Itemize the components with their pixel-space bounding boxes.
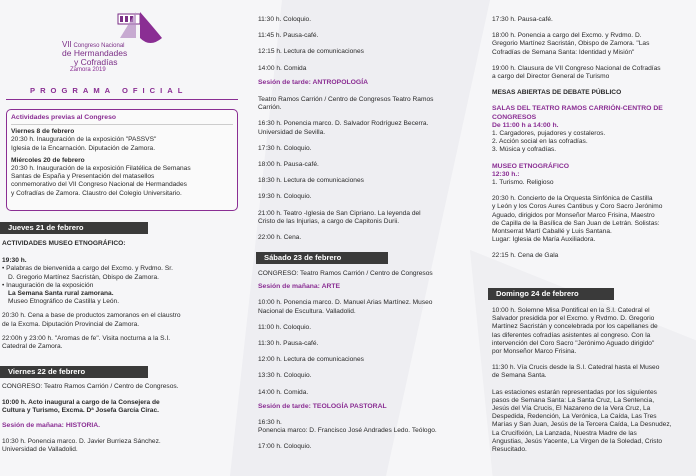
museo-title: MUSEO ETNOGRÁFICO bbox=[492, 162, 570, 170]
previas-text: y Cofradías de Zamora. Claustro del Colegio Universitario. bbox=[11, 189, 182, 197]
viernes-session: Sesión de mañana: HISTORIA. bbox=[2, 421, 101, 429]
schedule-row: 13:30 h. Coloquio. bbox=[258, 372, 312, 380]
schedule-row: 14:00 h. Comida. bbox=[258, 388, 309, 396]
previas-title: Actividades previas al Congreso bbox=[11, 114, 117, 121]
schedule-row: 11:00 h. Coloquio. bbox=[258, 323, 312, 331]
schedule-row: 16:30 h. Ponencia marco. D. Salvador Rodríguez Becerra. bbox=[258, 120, 429, 128]
viernes-text: Cultura y Turismo, Excma. Dª Josefa García Cirac. bbox=[2, 407, 159, 415]
schedule-row: 12:15 h. Lectura de comunicaciones bbox=[258, 48, 364, 56]
schedule-row: Teatro Ramos Carrión / Centro de Congresos Teatro Ramos bbox=[258, 96, 434, 104]
schedule-row: 11:30 h. Vía Crucis desde la S.I. Catedral hasta el Museo bbox=[492, 364, 660, 372]
viernes-text: Universidad de Valladolid. bbox=[2, 446, 78, 454]
schedule-row: 2. Acción social en las cofradías. bbox=[492, 138, 588, 146]
schedule-row: 22:15 h. Cena de Gala bbox=[492, 252, 559, 260]
schedule-row: 11:30 h. Coloquio. bbox=[258, 16, 312, 23]
schedule-row: 16:30 h. bbox=[258, 419, 282, 427]
salas-time: De 11:00 h a 14:00 h. bbox=[492, 121, 559, 129]
schedule-row: y León y los Coros Aures Cantibus y Coro Sacro Jerónimo bbox=[492, 203, 663, 211]
jueves-content bbox=[2, 240, 246, 351]
session-manana: Sesión de mañana: ARTE bbox=[258, 283, 341, 291]
session-tarde: Sesión de tarde: ANTROPOLOGÍA bbox=[258, 78, 369, 86]
previas-text: Santas de España y Presentación del matasellos bbox=[11, 173, 155, 181]
schedule-row: de Capilla de la Basílica de San Juan de Letrán. Solistas: bbox=[492, 219, 660, 227]
congress-logo bbox=[62, 8, 172, 80]
schedule-row: 1. Turismo. Religioso bbox=[492, 179, 554, 187]
viernes-content bbox=[2, 383, 246, 454]
schedule-row: 10:00 h. Solemne Misa Pontifical en la S.I. Catedral el bbox=[492, 307, 650, 314]
schedule-row: 10:00 h. Ponencia marco. D. Manuel Arias Martínez. Museo bbox=[258, 299, 433, 307]
schedule-row: La Crucifixión, La Lanzada, Nuestra Madre de las bbox=[492, 429, 637, 437]
schedule-row: 3. Música y cofradías. bbox=[492, 146, 557, 154]
schedule-row: Jesús del Vía Crucis, El Nazareno de la Vera Cruz, La bbox=[492, 405, 651, 413]
sabado-continued bbox=[492, 16, 692, 261]
jueves-text: 20:30 h. Cena a base de productos zamoranos en el claustro bbox=[2, 312, 181, 320]
jueves-text: Catedral de Zamora. bbox=[2, 343, 63, 351]
schedule-row: de Semana Santa. bbox=[492, 372, 547, 380]
salas-title: CONGRESOS bbox=[492, 113, 537, 121]
jueves-text: • Inauguración de la exposición bbox=[2, 281, 94, 289]
jueves-text: • Palabras de bienvenida a cargo del Excmo. y Rvdmo. Sr. bbox=[2, 265, 173, 273]
jueves-text: D. Gregorio Martínez Sacristán, Obispo de Zamora. bbox=[8, 273, 159, 281]
schedule-row: 19:00 h. Clausura de VII Congreso Nacional de Cofradías bbox=[492, 64, 661, 72]
schedule-row: 17:30 h. Pausa-café. bbox=[492, 16, 553, 23]
viernes-text: 10:00 h. Acto inaugural a cargo de la Consejera de bbox=[2, 399, 160, 407]
schedule-row: 18:00 h. Ponencia a cargo del Excmo. y Rvdmo. D. bbox=[492, 32, 642, 40]
schedule-row: Aguado, dirigidos por Monseñor Marco Frisina, Maestro bbox=[492, 211, 655, 219]
schedule-row: 17:30 h. Coloquio. bbox=[258, 144, 312, 152]
salas-title: SALAS DEL TEATRO RAMOS CARRIÓN-CENTRO DE bbox=[492, 105, 663, 113]
schedule-row: Despedida, Redención, La Verónica, La Caída, Las Tres bbox=[492, 413, 657, 421]
schedule-row: Martínez Sacristán y concelebrada por los capellanes de bbox=[492, 323, 658, 331]
schedule-row: intervención del Coro Sacro "Jerónimo Aguado dirigido" bbox=[492, 339, 655, 347]
museo-time: 12:30 h.: bbox=[492, 170, 520, 178]
session-tarde: Sesión de tarde: TEOLOGÍA PASTORAL bbox=[258, 402, 387, 410]
day-header-jueves: Jueves 21 de febrero bbox=[0, 222, 148, 234]
schedule-row: 12:00 h. Lectura de comunicaciones bbox=[258, 356, 364, 364]
schedule-row: pasos de Semana Santa: La Santa Cruz, La Sentencia, bbox=[492, 396, 655, 404]
schedule-row: 11:30 h. Pausa-café. bbox=[258, 340, 319, 348]
schedule-row: Nacional de Escultura. Valladolid. bbox=[258, 307, 356, 315]
schedule-row: por Monseñor Marco Frisina. bbox=[492, 348, 577, 356]
jueves-section: ACTIVIDADES MUSEO ETNOGRÁFICO: bbox=[2, 240, 126, 247]
viernes-continued bbox=[258, 16, 482, 242]
schedule-row: 1. Cargadores, pujadores y costaleros. bbox=[492, 130, 606, 138]
previas-day1: Viernes 8 de febrero bbox=[11, 128, 75, 136]
jueves-text: Museo Etnográfico de Castilla y León. bbox=[8, 298, 120, 306]
schedule-row: Resucitado. bbox=[492, 446, 527, 454]
sabado-content bbox=[258, 270, 482, 452]
schedule-row: 20:30 h. Concierto de la Orquesta Sinfónica de Castilla bbox=[492, 195, 653, 203]
schedule-row: Universidad de Sevilla. bbox=[258, 128, 326, 136]
jueves-time: 19:30 h. bbox=[2, 257, 27, 265]
schedule-row: Cristo de las Injurias, a cargo de Capitonis Durii. bbox=[258, 217, 400, 225]
jueves-text: de la Excma. Diputación Provincial de Zamora. bbox=[2, 320, 140, 328]
schedule-row: Gregorio Martínez Sacristán, Obispo de Zamora. "Las bbox=[492, 40, 650, 48]
domingo-content bbox=[492, 307, 694, 454]
day-header-domingo: Domingo 24 de febrero bbox=[488, 288, 614, 300]
schedule-row: Cofradías de Semana Santa: Identidad y Misión" bbox=[492, 48, 635, 56]
schedule-row: Las estaciones estarán representadas por los siguientes bbox=[492, 388, 657, 396]
schedule-row: Carrión. bbox=[258, 104, 282, 112]
mesas-title: MESAS ABIERTAS DE DEBATE PÚBLICO bbox=[492, 89, 622, 97]
schedule-row: Marías y San Juan, Jesús de la Tercera Caída, La Desnudez, bbox=[492, 421, 672, 429]
programa-title: PROGRAMA OFICIAL bbox=[30, 86, 188, 95]
jueves-text: 22:00h y 23:00 h. "Aromas de fe". Visita nocturna a la S.I. bbox=[2, 334, 171, 342]
jueves-text: La Semana Santa rural zamorana. bbox=[8, 290, 114, 298]
day-header-viernes: Viernes 22 de febrero bbox=[0, 366, 148, 378]
schedule-row: CONGRESO: Teatro Ramos Carrión / Centro de Congresos bbox=[258, 270, 433, 277]
schedule-row: 19:30 h. Coloquio. bbox=[258, 193, 312, 201]
schedule-row: Ponencia marco: D. Francisco José Andrades Ledo. Teólogo. bbox=[258, 427, 437, 435]
previas-box bbox=[6, 109, 238, 211]
previas-text: conmemorativo del VII Congreso Nacional de Hermandades bbox=[11, 181, 187, 189]
schedule-row: Montserrat Martí Caballé y Luis Santana. bbox=[492, 228, 612, 236]
schedule-row: Lugar: Iglesia de María Auxiliadora. bbox=[492, 236, 596, 244]
previas-text: 20:30 h. Inauguración de la exposición "PASSVS" bbox=[11, 136, 157, 144]
schedule-row: Salvador presidida por el Excmo. y Rvdmo. D. Gregorio bbox=[492, 315, 655, 323]
logo-text: VII Congreso Nacional de Hermandades y Cofradías Zamora 2019 bbox=[62, 40, 128, 74]
schedule-row: 18:00 h. Pausa-café. bbox=[258, 161, 319, 169]
viernes-text: 10:30 h. Ponencia marco. D. Javier Burrieza Sánchez. bbox=[2, 437, 161, 445]
title-divider bbox=[6, 99, 238, 100]
schedule-row: las diferentes cofradías asistentes al congreso. Con la bbox=[492, 331, 651, 339]
previas-day2: Miércoles 20 de febrero bbox=[11, 156, 85, 164]
schedule-row: 11:45 h. Pausa-café. bbox=[258, 32, 319, 40]
schedule-row: 22:00 h. Cena. bbox=[258, 234, 302, 242]
viernes-text: CONGRESO: Teatro Ramos Carrión / Centro de Congresos. bbox=[2, 383, 179, 390]
schedule-row: 17:00 h. Coloquio. bbox=[258, 443, 312, 451]
schedule-row: Angustias, Jesús Yacente, La Virgen de la Soledad, Cristo bbox=[492, 437, 663, 445]
schedule-row: 21:00 h. Teatro -Iglesia de San Cipriano. La leyenda del bbox=[258, 209, 421, 217]
previas-text: Iglesia de la Encarnación. Diputación de Zamora. bbox=[11, 144, 156, 152]
schedule-row: a cargo del Director General de Turismo bbox=[492, 73, 610, 81]
previas-text: 20:30 h. Inauguración de la exposición Filatélica de Semanas bbox=[11, 165, 191, 173]
schedule-row: 14:00 h. Comida bbox=[258, 64, 307, 72]
day-header-sabado: Sábado 23 de febrero bbox=[256, 252, 388, 264]
schedule-row: 18:30 h. Lectura de comunicaciones bbox=[258, 177, 364, 185]
